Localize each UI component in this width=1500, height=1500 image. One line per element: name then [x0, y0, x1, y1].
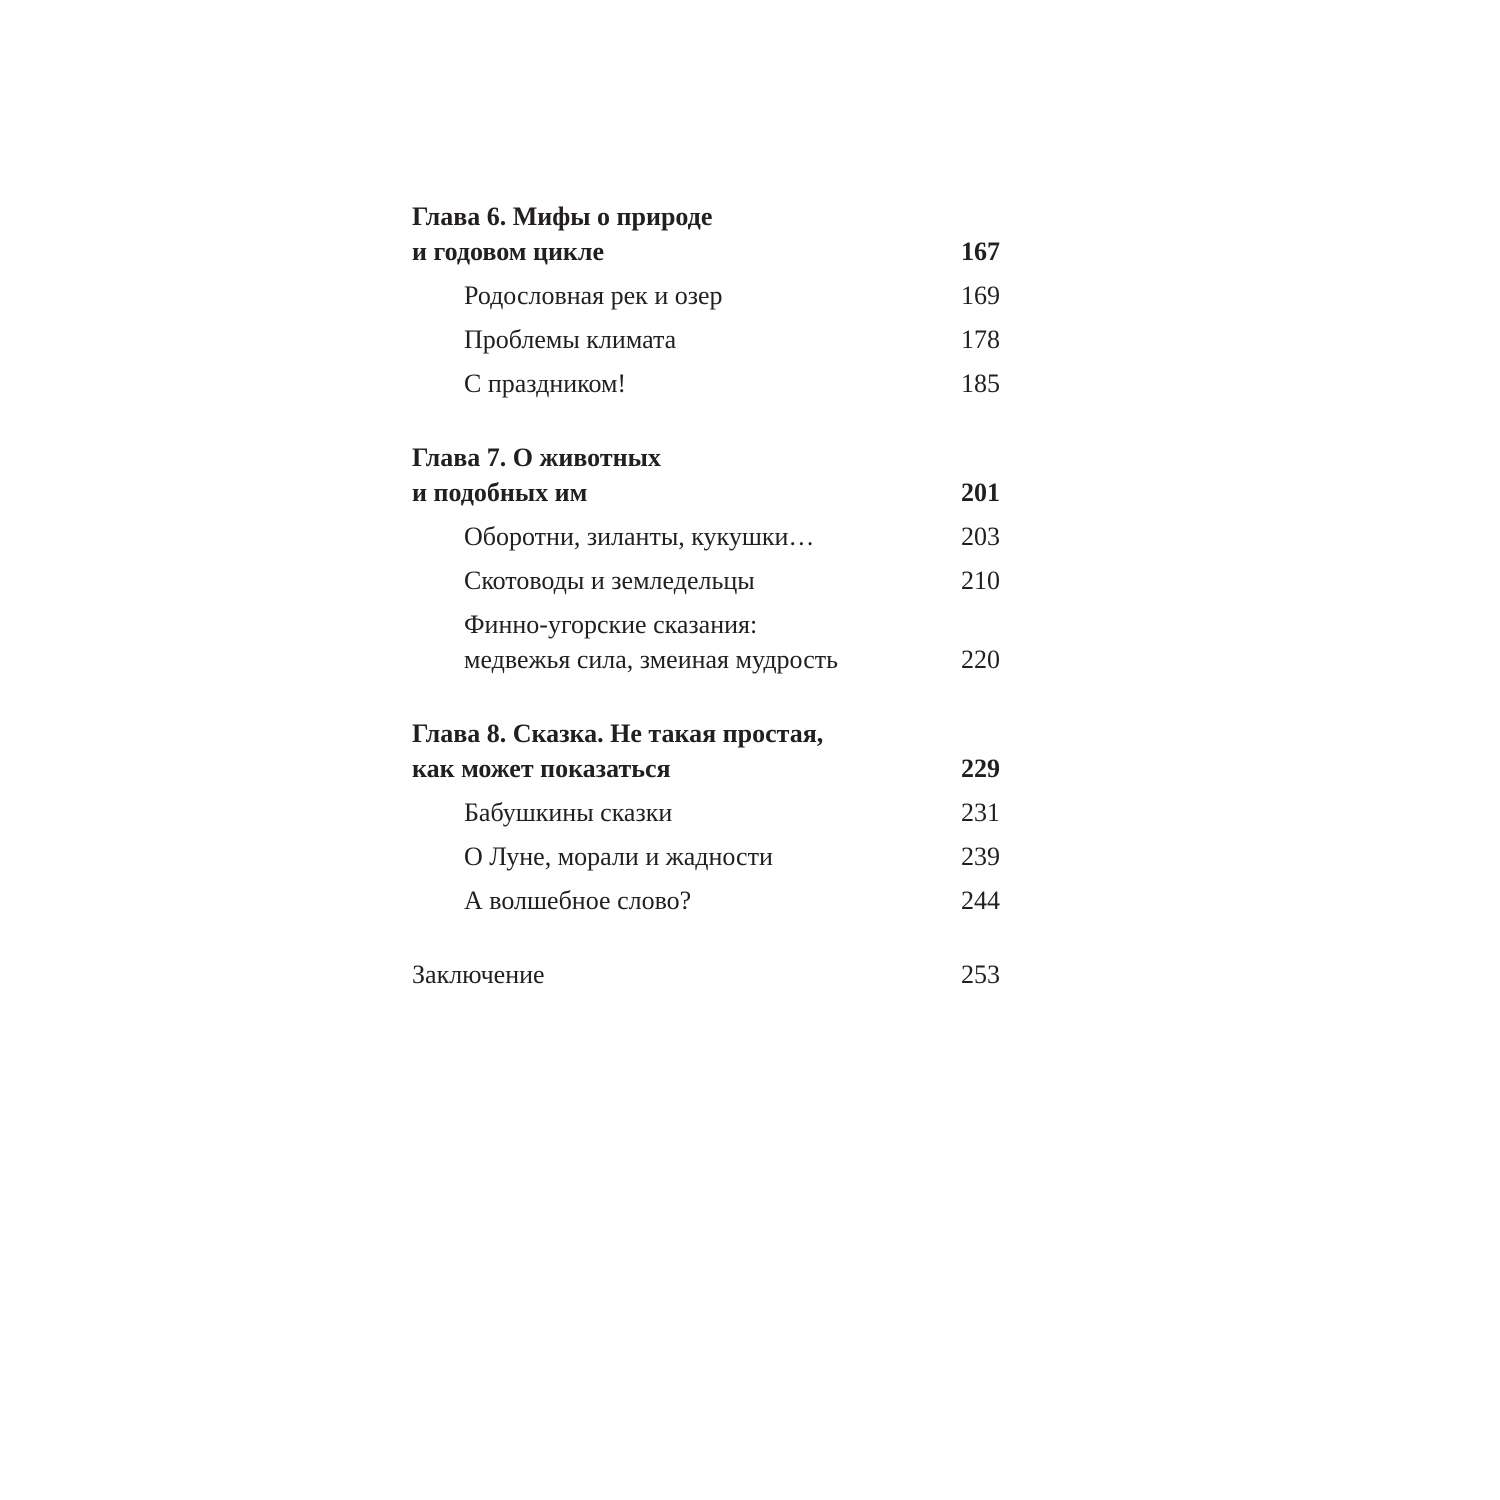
section-page-number: 178 [961, 325, 1000, 354]
chapter-title-line: и подобных им [412, 478, 588, 507]
section-page-number: 210 [961, 566, 1000, 595]
section-entry [412, 607, 1000, 677]
chapter-page-number: 229 [961, 754, 1000, 783]
chapter-title-line: и годовом цикле [412, 237, 605, 266]
section-entry [412, 883, 1000, 918]
section-entry [412, 366, 1000, 401]
conclusion-title: Заключение [412, 960, 545, 989]
section-list [412, 519, 1000, 677]
section-title: Скотоводы и земледельцы [464, 566, 755, 595]
section-title: Родословная рек и озер [464, 281, 723, 310]
chapter-title-line: Глава 6. Мифы о природе [412, 202, 713, 231]
section-title: Проблемы климата [464, 325, 677, 354]
section-page-number: 239 [961, 842, 1000, 871]
section-page-number: 185 [961, 369, 1000, 398]
section-title: С праздником! [464, 369, 627, 398]
section-entry [412, 322, 1000, 357]
section-title: Оборотни, зиланты, кукушки… [464, 522, 815, 551]
section-title: Финно-угорские сказания: [464, 610, 758, 639]
chapter-title-line: Глава 8. Сказка. Не такая простая, [412, 719, 824, 748]
table-of-contents [412, 199, 1000, 992]
section-entry [412, 278, 1000, 313]
section-page-number: 169 [961, 281, 1000, 310]
section-page-number: 231 [961, 798, 1000, 827]
section-title: А волшебное слово? [464, 886, 692, 915]
chapter-7 [412, 440, 1000, 677]
chapter-title-line: Глава 7. О животных [412, 443, 661, 472]
section-title: Бабушкины сказки [464, 798, 673, 827]
section-page-number: 220 [961, 645, 1000, 674]
section-title: О Луне, морали и жадности [464, 842, 773, 871]
section-list [412, 795, 1000, 918]
chapter-page-number: 201 [961, 478, 1000, 507]
section-page-number: 203 [961, 522, 1000, 551]
chapter-title-line: как может показаться [412, 754, 671, 783]
chapter-8 [412, 716, 1000, 918]
section-entry [412, 839, 1000, 874]
chapter-heading [412, 199, 1000, 269]
section-title: медвежья сила, змеиная мудрость [464, 645, 838, 674]
chapter-heading [412, 440, 1000, 510]
section-entry [412, 563, 1000, 598]
conclusion-page-number: 253 [961, 960, 1000, 989]
chapter-6 [412, 199, 1000, 401]
section-entry [412, 795, 1000, 830]
section-list [412, 278, 1000, 401]
chapter-page-number: 167 [961, 237, 1000, 266]
conclusion-entry [412, 957, 1000, 992]
chapter-heading [412, 716, 1000, 786]
section-entry [412, 519, 1000, 554]
section-page-number: 244 [961, 886, 1000, 915]
